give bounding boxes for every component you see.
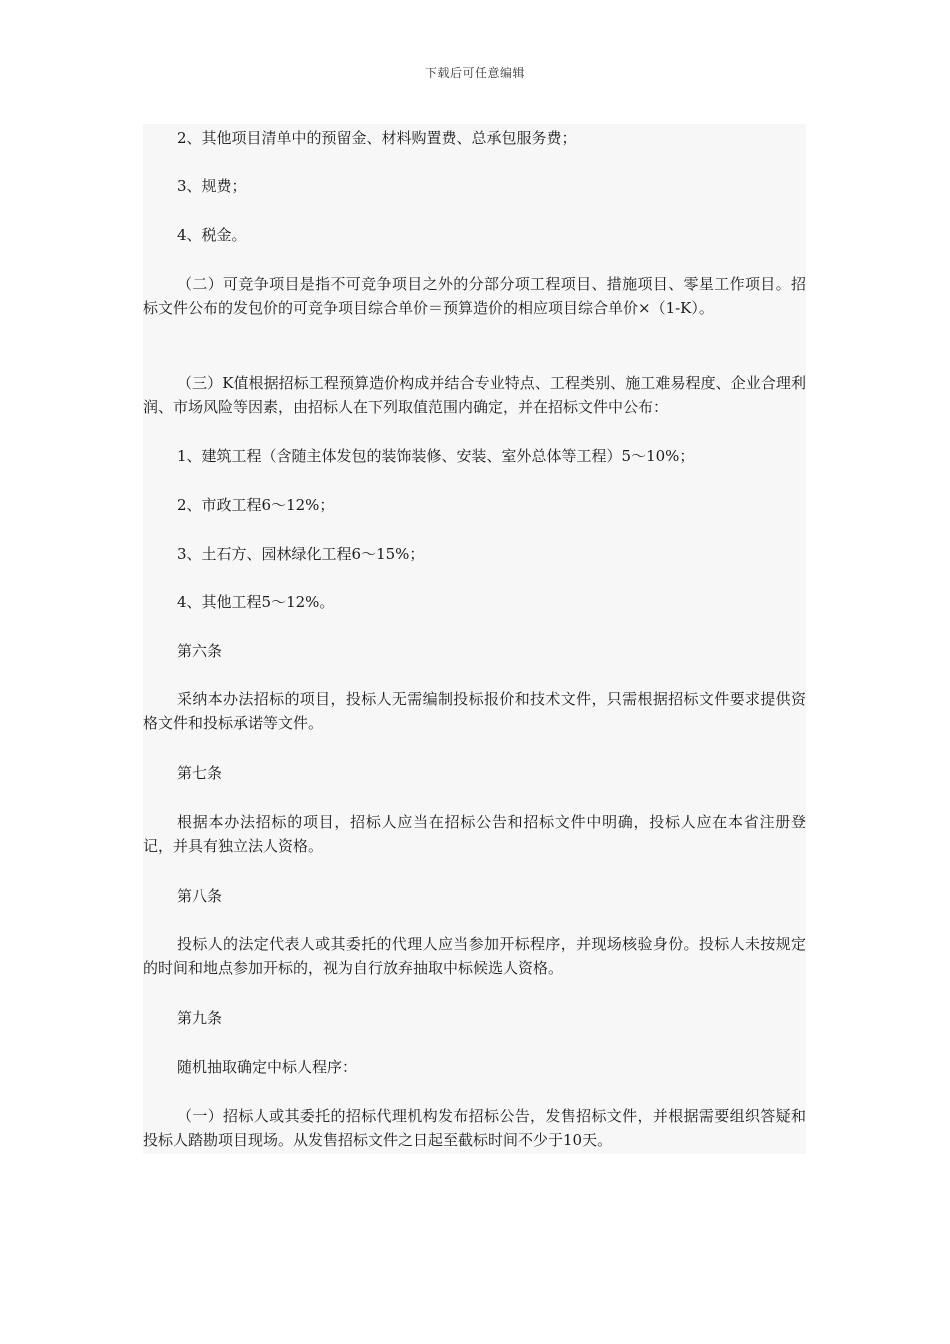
document-body [143, 124, 806, 1154]
paragraph: 随机抽取确定中标人程序： [177, 1058, 358, 1076]
article-heading: 第八条 [177, 887, 223, 905]
paragraph: 4、税金。 [177, 226, 247, 244]
article-heading: 第九条 [177, 1009, 223, 1027]
paragraph: 1、建筑工程（含随主体发包的装饰装修、安装、室外总体等工程）5～10%； [177, 447, 695, 465]
paragraph: 根据本办法招标的项目，招标人应当在招标公告和招标文件中明确，投标人应在本省注册登记，并具有独立法人资格。 [143, 813, 806, 855]
paragraph: （二）可竞争项目是指不可竞争项目之外的分部分项工程项目、措施项目、零星工作项目。招标文件公布的发包价的可竞争项目综合单价＝预算造价的相应项目综合单价×（1-K）。 [143, 275, 806, 317]
paragraph: 3、规费； [177, 177, 247, 195]
paragraph: （三）K值根据招标工程预算造价构成并结合专业特点、工程类别、施工难易程度、企业合理利润、市场风险等因素，由招标人在下列取值范围内确定，并在招标文件中公布： [143, 374, 806, 416]
paragraph: 2、其他项目清单中的预留金、材料购置费、总承包服务费； [177, 129, 577, 147]
paragraph: 3、土石方、园林绿化工程6～15%； [177, 545, 425, 563]
paragraph: （一）招标人或其委托的招标代理机构发布招标公告，发售招标文件，并根据需要组织答疑和投标人踏勘项目现场。从发售招标文件之日起至截标时间不少于10天。 [143, 1107, 806, 1149]
paragraph: 4、其他工程5～12%。 [177, 593, 335, 611]
paragraph: 2、市政工程6～12%； [177, 496, 335, 514]
page-header: 下载后可任意编辑 [424, 66, 525, 80]
article-heading: 第七条 [177, 764, 223, 782]
paragraph: 采纳本办法招标的项目，投标人无需编制投标报价和技术文件，只需根据招标文件要求提供资格文件和投标承诺等文件。 [143, 690, 806, 732]
article-heading: 第六条 [177, 642, 223, 660]
paragraph: 投标人的法定代表人或其委托的代理人应当参加开标程序，并现场核验身份。投标人未按规定的时间和地点参加开标的，视为自行放弃抽取中标候选人资格。 [143, 935, 806, 977]
